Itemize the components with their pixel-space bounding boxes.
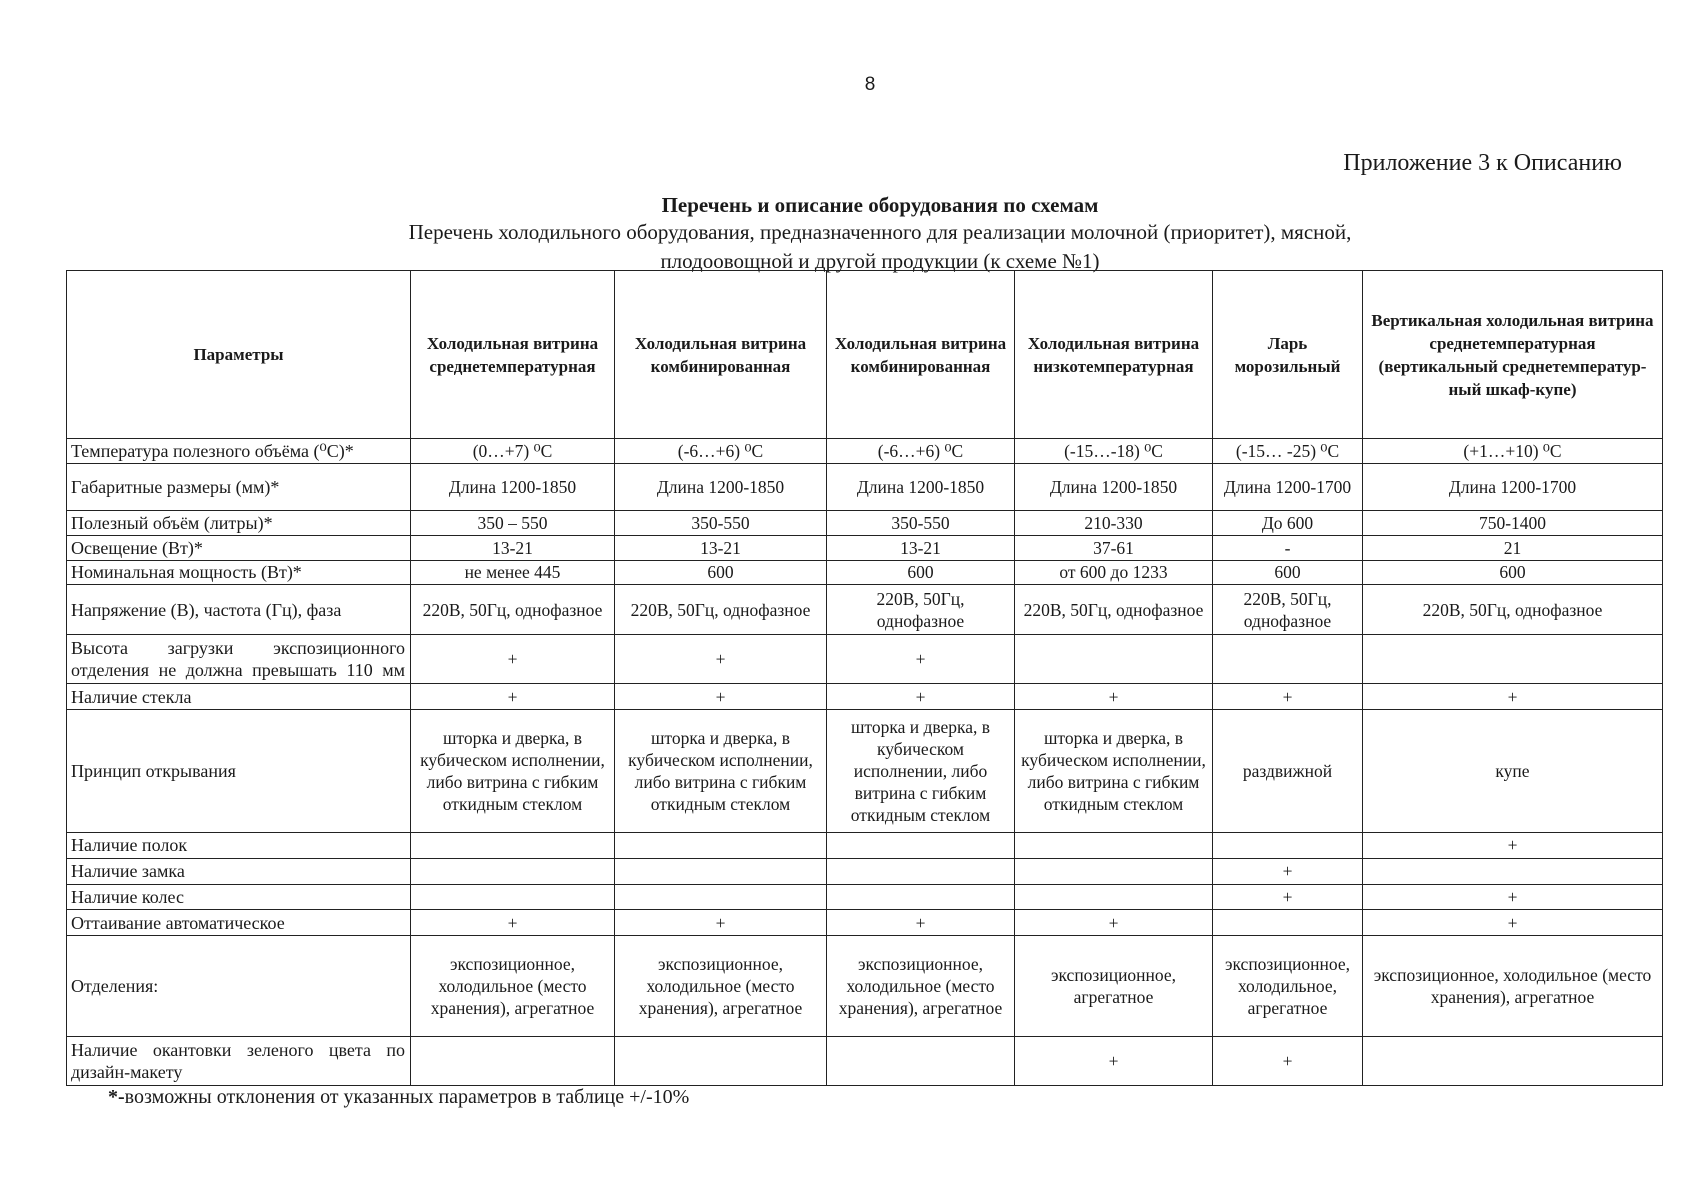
value-cell [1015,858,1213,884]
value-cell: экспозиционное, холодильное, агрегатное [1213,936,1363,1037]
value-cell: Длина 1200-1850 [827,463,1015,510]
value-cell: экспозиционное, холодильное (место хранения), агрегатное [411,936,615,1037]
value-cell: не менее 445 [411,560,615,585]
param-cell: Напряжение (В), частота (Гц), фаза [67,585,411,635]
param-cell: Температура полезного объёма (⁰С)* [67,439,411,464]
value-cell: Длина 1200-1850 [1015,463,1213,510]
value-cell [411,1037,615,1086]
value-cell: + [1363,910,1663,936]
param-cell: Высота загрузки экспозиционного отделения не должна превышать 110 мм [67,634,411,684]
value-cell [827,1037,1015,1086]
value-cell: 13-21 [411,535,615,560]
table-row [67,634,1663,684]
value-cell: от 600 до 1233 [1015,560,1213,585]
value-cell [1363,1037,1663,1086]
value-cell: 350 – 550 [411,511,615,536]
document-title: Перечень и описание оборудования по схемам [661,193,1099,217]
value-cell: 750-1400 [1363,511,1663,536]
value-cell: 220В, 50Гц, однофазное [615,585,827,635]
appendix-label: Приложение 3 к Описанию [1343,150,1622,176]
value-cell: экспозиционное, холодильное (место хранения), агрегатное [1363,936,1663,1037]
value-cell: + [1363,884,1663,910]
header-cell: Ларь морозильный [1213,271,1363,439]
value-cell: + [615,634,827,684]
value-cell: + [1213,684,1363,710]
value-cell [411,858,615,884]
value-cell: + [1363,684,1663,710]
value-cell [615,1037,827,1086]
page-number: 8 [864,74,876,95]
value-cell: экспозиционное, холодильное (место хранения), агрегатное [615,936,827,1037]
document-subtitle [300,218,1460,276]
footnote-text: возможны отклонения от указанных параметров в таблице +/-10% [124,1086,690,1108]
value-cell: 600 [1213,560,1363,585]
value-cell: 600 [615,560,827,585]
table-row [67,710,1663,833]
value-cell: + [1213,1037,1363,1086]
value-cell: шторка и дверка, в кубическом исполнении, либо витрина с гибким откидным стеклом [1015,710,1213,833]
value-cell: Длина 1200-1850 [411,463,615,510]
value-cell: 210-330 [1015,511,1213,536]
value-cell [1213,634,1363,684]
subtitle-line-1: Перечень холодильного оборудования, предназначенного для реализации молочной (приоритет), мясной, [408,220,1352,244]
value-cell [827,858,1015,884]
value-cell [1363,634,1663,684]
value-cell: + [411,684,615,710]
table-row [67,884,1663,910]
header-cell: Холодильная витрина комбинированная [827,271,1015,439]
value-cell [827,884,1015,910]
value-cell: (-15… -25) ⁰С [1213,439,1363,464]
value-cell: 350-550 [827,511,1015,536]
table-row [67,439,1663,464]
value-cell [411,832,615,858]
value-cell: экспозиционное, агрегатное [1015,936,1213,1037]
value-cell: 220В, 50Гц, однофазное [1213,585,1363,635]
value-cell: Длина 1200-1850 [615,463,827,510]
value-cell: (0…+7) ⁰С [411,439,615,464]
value-cell [1213,832,1363,858]
value-cell: 37-61 [1015,535,1213,560]
value-cell: - [1213,535,1363,560]
table-row [67,560,1663,585]
value-cell: 600 [1363,560,1663,585]
param-cell: Полезный объём (литры)* [67,511,411,536]
footnote-marker: *- [108,1086,125,1108]
value-cell [1363,858,1663,884]
value-cell: + [1363,832,1663,858]
value-cell: 220В, 50Гц, однофазное [1015,585,1213,635]
value-cell: Длина 1200-1700 [1363,463,1663,510]
value-cell: 13-21 [615,535,827,560]
table-row [67,1037,1663,1086]
value-cell: + [615,910,827,936]
value-cell: 220В, 50Гц, однофазное [827,585,1015,635]
param-cell: Наличие колес [67,884,411,910]
value-cell: (-6…+6) ⁰С [827,439,1015,464]
value-cell [1015,634,1213,684]
table-row [67,684,1663,710]
table-row [67,936,1663,1037]
table-header-row [67,271,1663,439]
subtitle-line-2: плодоовощной и другой продукции (к схеме №1) [660,249,1100,273]
value-cell: раздвижной [1213,710,1363,833]
param-cell: Наличие замка [67,858,411,884]
header-cell: Параметры [67,271,411,439]
value-cell: + [615,684,827,710]
value-cell: (+1…+10) ⁰С [1363,439,1663,464]
param-cell: Отделения: [67,936,411,1037]
value-cell: 350-550 [615,511,827,536]
value-cell: + [827,684,1015,710]
value-cell [615,858,827,884]
value-cell: 13-21 [827,535,1015,560]
value-cell [1213,910,1363,936]
table-row [67,858,1663,884]
value-cell [411,884,615,910]
value-cell: шторка и дверка, в кубическом исполнении, либо витрина с гибким откидным стеклом [615,710,827,833]
value-cell: + [1213,884,1363,910]
value-cell: + [827,634,1015,684]
table-row [67,535,1663,560]
table-row [67,910,1663,936]
value-cell: экспозиционное, холодильное (место хранения), агрегатное [827,936,1015,1037]
param-cell: Наличие окантовки зеленого цвета по дизайн-макету [67,1037,411,1086]
param-cell: Наличие полок [67,832,411,858]
value-cell: купе [1363,710,1663,833]
table-row [67,463,1663,510]
value-cell: + [411,634,615,684]
value-cell [615,832,827,858]
value-cell [1015,832,1213,858]
header-cell: Холодильная витрина комбинированная [615,271,827,439]
header-cell: Холодильная витрина среднетемпературная [411,271,615,439]
table-row [67,832,1663,858]
param-cell: Освещение (Вт)* [67,535,411,560]
value-cell: 600 [827,560,1015,585]
equipment-table [66,270,1663,1086]
header-cell: Вертикальная холодильная витрина среднетемпературная (вертикальный среднетемператур-ный шкаф-купе) [1363,271,1663,439]
value-cell: 220В, 50Гц, однофазное [1363,585,1663,635]
value-cell: 220В, 50Гц, однофазное [411,585,615,635]
value-cell: + [827,910,1015,936]
param-cell: Номинальная мощность (Вт)* [67,560,411,585]
value-cell: До 600 [1213,511,1363,536]
value-cell: + [411,910,615,936]
value-cell [615,884,827,910]
value-cell [1015,884,1213,910]
value-cell: Длина 1200-1700 [1213,463,1363,510]
table-row [67,585,1663,635]
value-cell: 21 [1363,535,1663,560]
param-cell: Габаритные размеры (мм)* [67,463,411,510]
param-cell: Принцип открывания [67,710,411,833]
header-cell: Холодильная витрина низкотемпературная [1015,271,1213,439]
value-cell: шторка и дверка, в кубическом исполнении, либо витрина с гибким откидным стеклом [827,710,1015,833]
table-row [67,511,1663,536]
value-cell [827,832,1015,858]
param-cell: Наличие стекла [67,684,411,710]
value-cell: (-6…+6) ⁰С [615,439,827,464]
value-cell: + [1015,1037,1213,1086]
value-cell: + [1015,910,1213,936]
value-cell: шторка и дверка, в кубическом исполнении, либо витрина с гибким откидным стеклом [411,710,615,833]
value-cell: (-15…-18) ⁰С [1015,439,1213,464]
value-cell: + [1213,858,1363,884]
value-cell: + [1015,684,1213,710]
param-cell: Оттаивание автоматическое [67,910,411,936]
footnote [108,1086,689,1109]
